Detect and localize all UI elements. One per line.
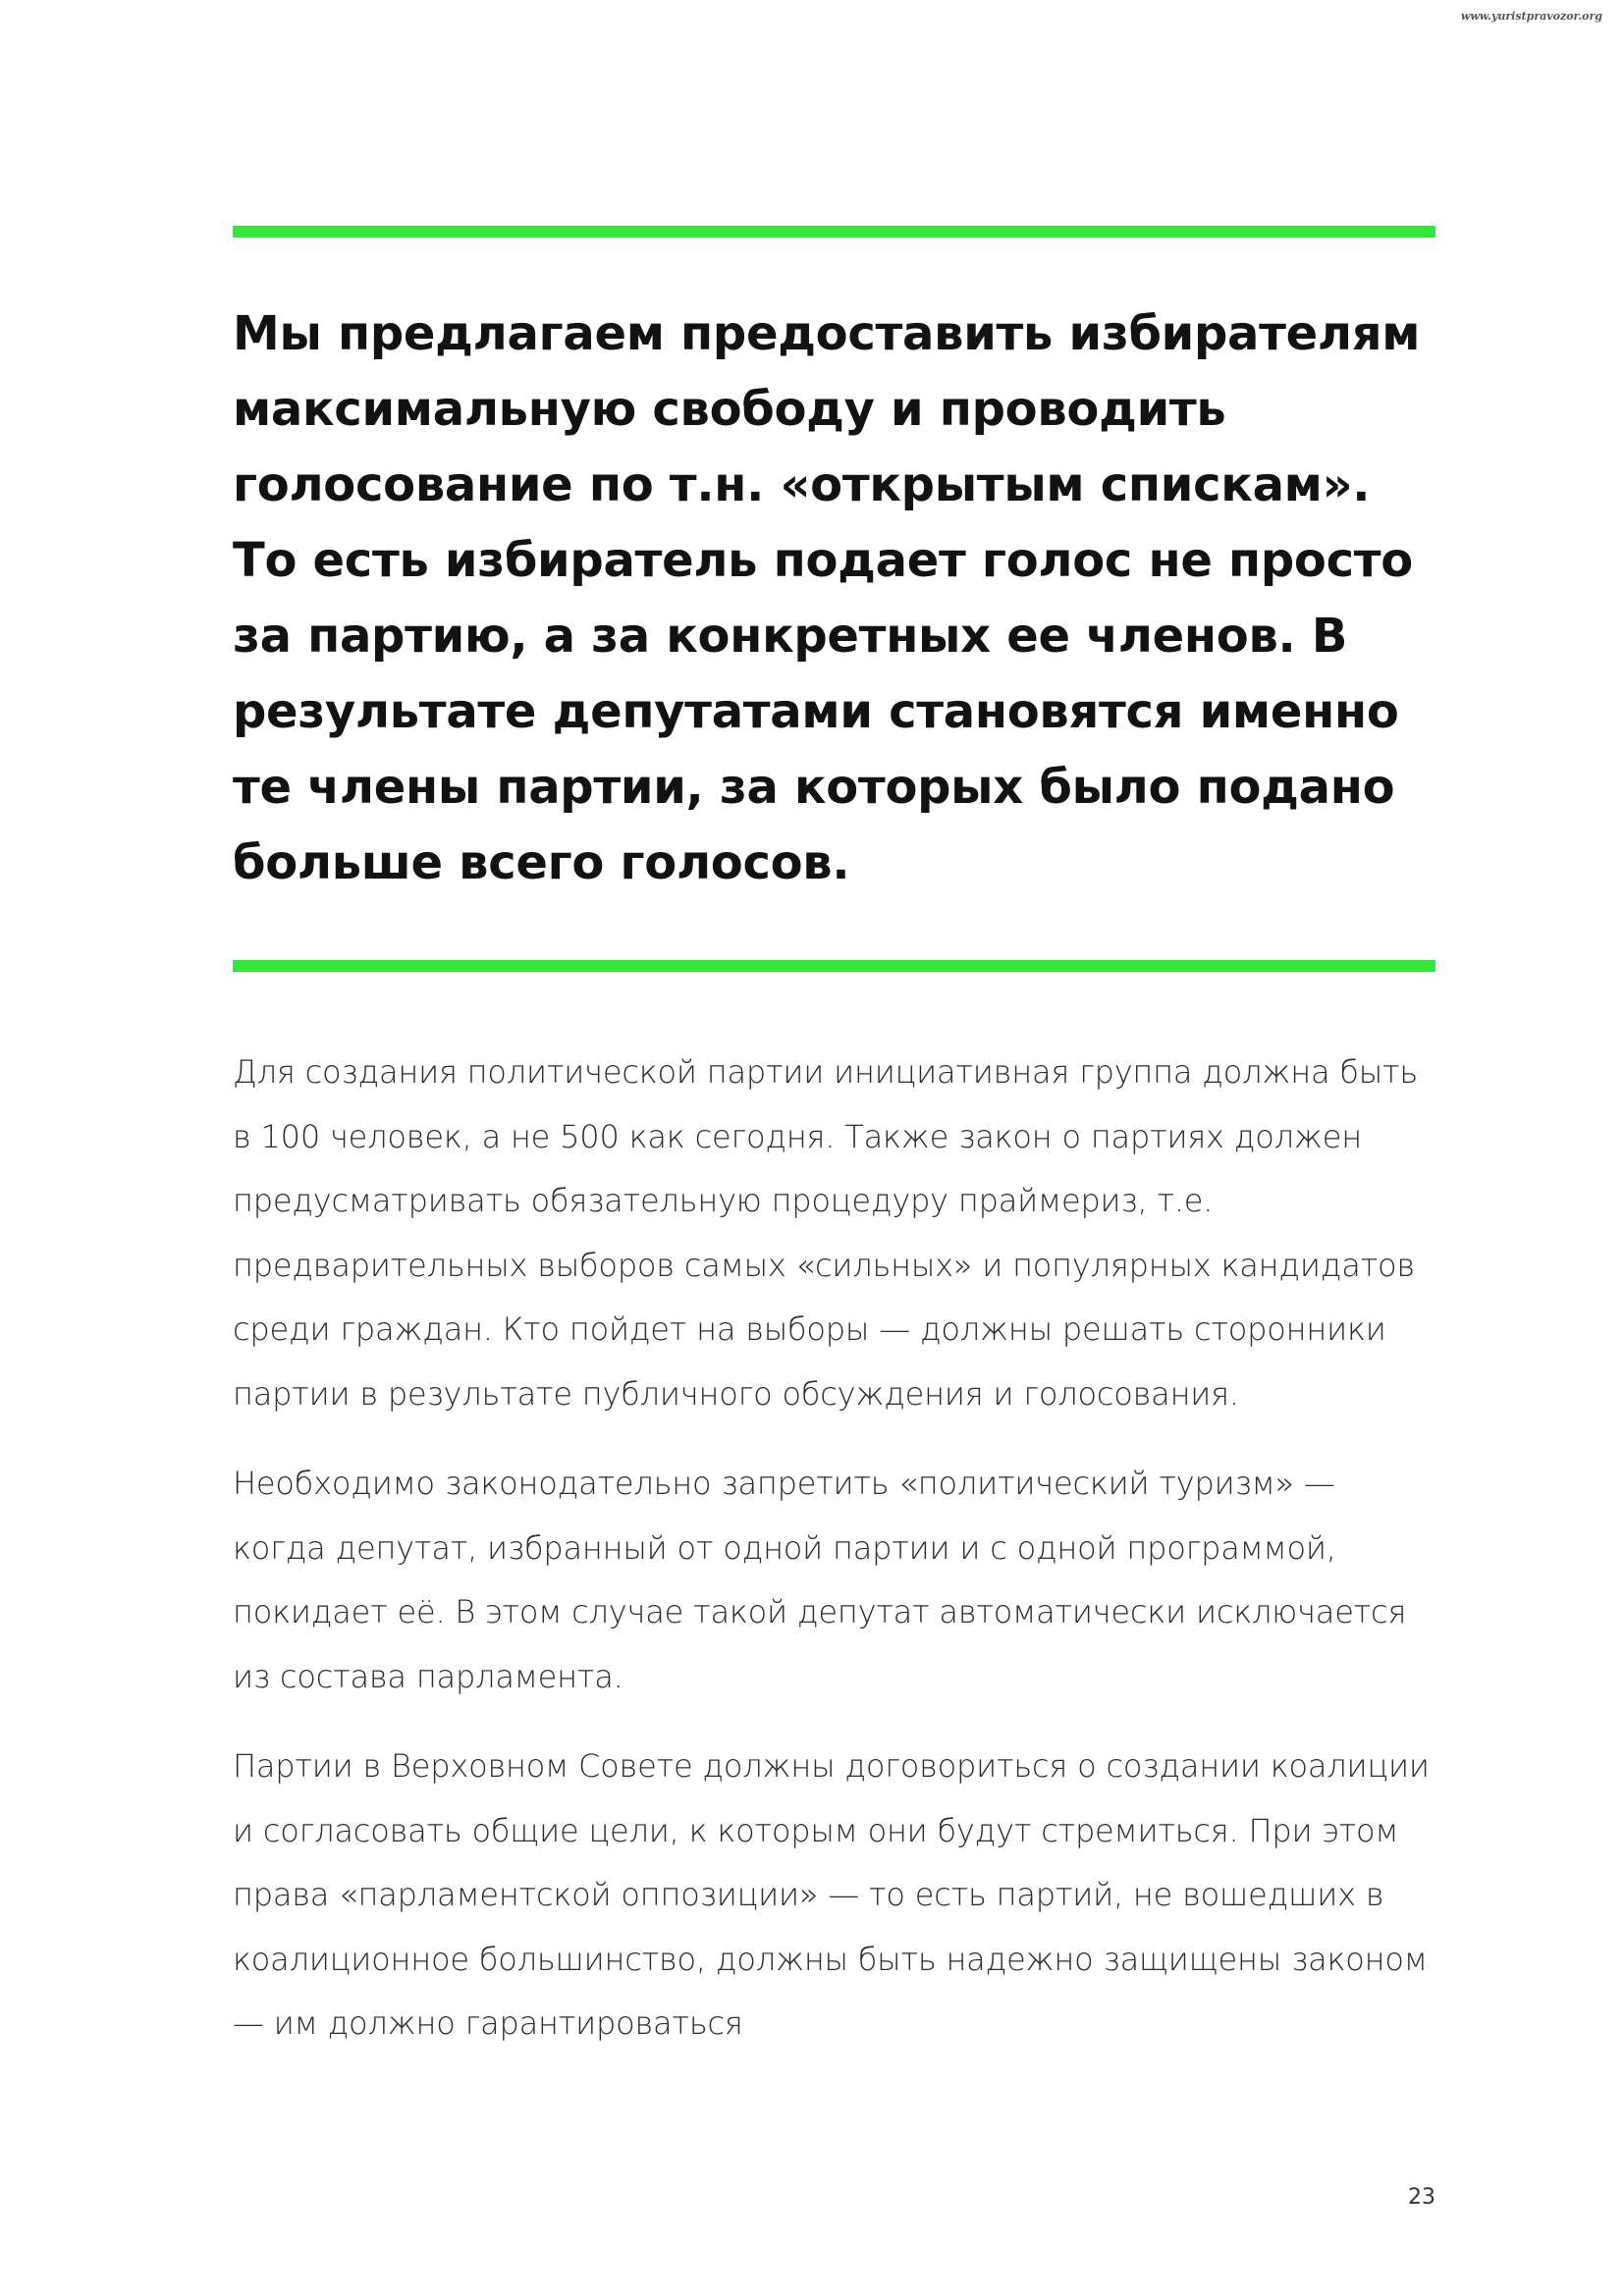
- pull-quote: Мы предлагаем предоставить избирателям максимальную свободу и проводить голосование по т.н. «открытым спискам». То есть избиратель подает голос не просто за партию, а за конкретных ее членов. В результате депутатами становятся именно те члены партии, за которых было подано больше всего голосов.: [233, 306, 1421, 890]
- top-accent-rule: [233, 226, 1435, 238]
- watermark: www.yuristpravozor.org: [1460, 10, 1602, 23]
- paragraph: Партии в Верховном Совете должны договориться о создании коалиции и согласовать общие цели, к которым они будут стремиться. При этом права «парламентской оппозиции» — то есть партий, не вошедших в коалиционное большинство, должны быть надежно защищены законом — им должно гарантироваться: [233, 1747, 1430, 2042]
- body-text: [233, 1041, 1435, 2056]
- paragraph: Необходимо законодательно запретить «политический туризм» — когда депутат, избранный от одной партии и с одной программой, покидает её. В этом случае такой депутат автоматически исключается из состава парламента.: [233, 1465, 1407, 1695]
- bottom-accent-rule: [233, 960, 1435, 972]
- page-number: 23: [1408, 2185, 1435, 2210]
- page-content: [233, 226, 1435, 2082]
- paragraph: Для создания политической партии инициативная группа должна быть в 100 человек, а не 500 как сегодня. Также закон о партиях должен предусматривать обязательную процедуру праймериз, т.е. предварительных выборов самых «сильных» и популярных кандидатов среди граждан. Кто пойдет на выборы — должны решать сторонники партии в результате публичного обсуждения и голосования.: [233, 1053, 1419, 1413]
